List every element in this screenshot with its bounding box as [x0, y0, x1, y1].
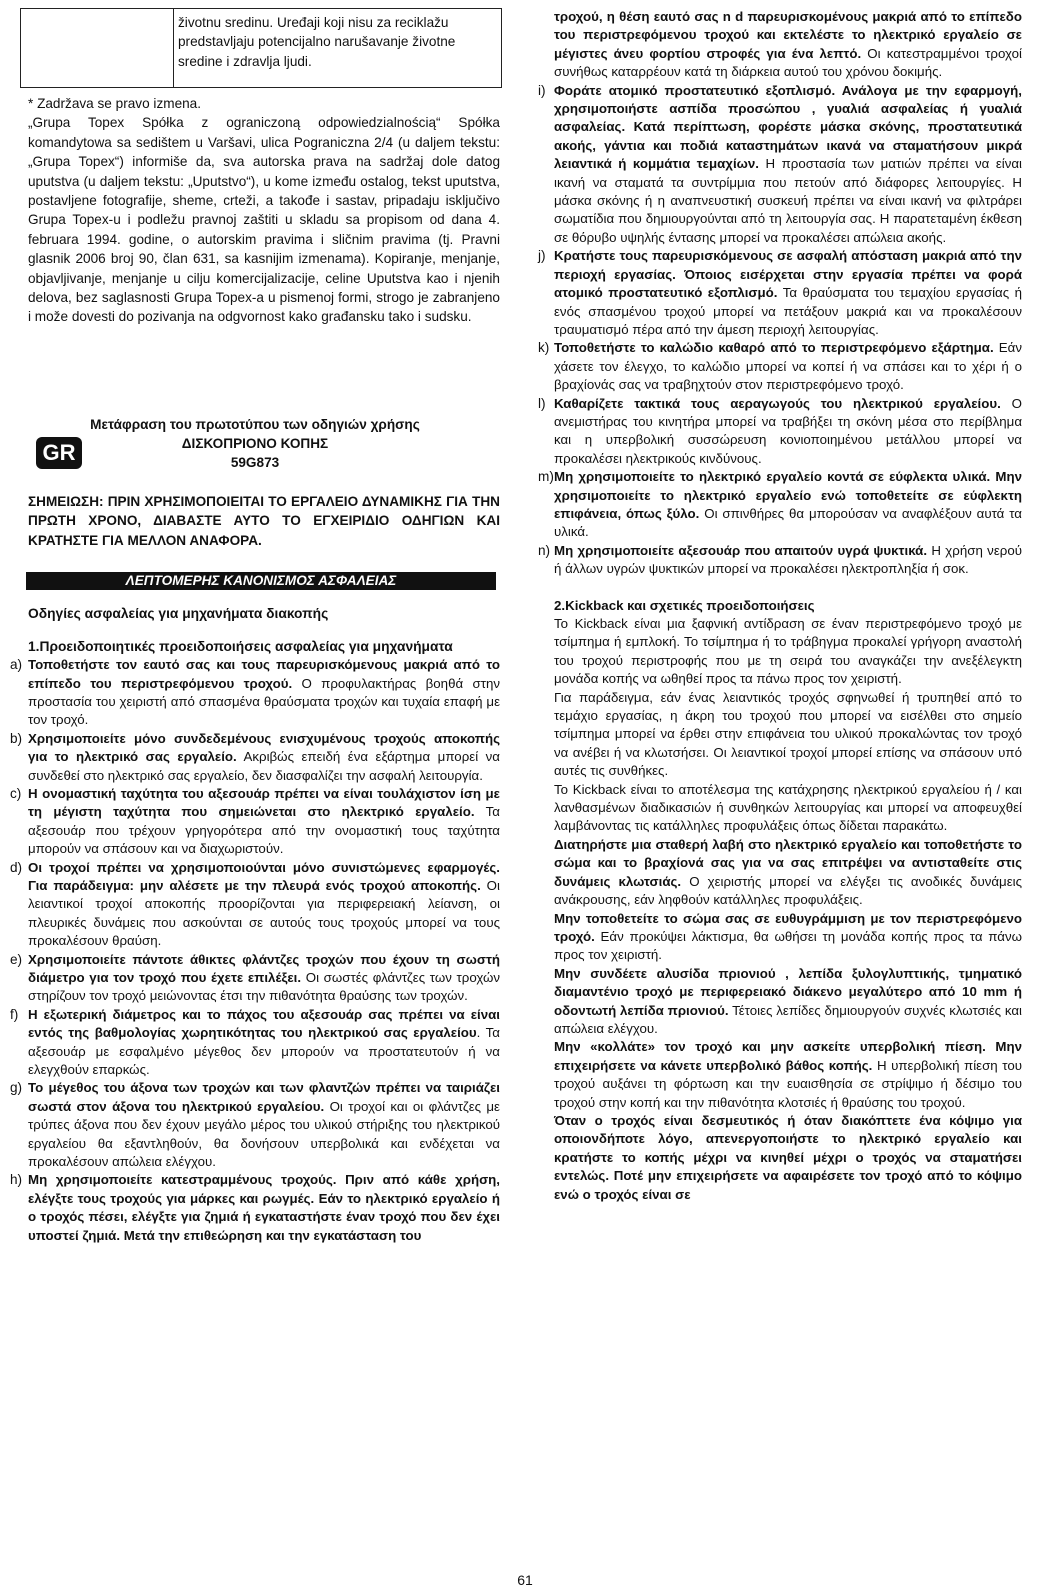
kickback-p6-text: Τέτοιες λεπίδες δημιουργούν συχνές κλωτσιές και απώλεια ελέγχου. [554, 1002, 1022, 1036]
item-label: g) [10, 1080, 23, 1096]
kickback-p6 [538, 965, 1022, 1039]
item-text: Η χρήση νερού ή άλλων υγρών ψυκτικών μπορεί να προκαλέσει ηλεκτροπληξία ή σοκ. [554, 542, 1022, 577]
safety-item [10, 1171, 500, 1245]
left-item-list [10, 656, 500, 1245]
product-name: ΔΙΣΚΟΠΡΙΟΝΟ ΚΟΠΗΣ [181, 435, 329, 451]
copyright-paragraph: „Grupa Topex Spółka z ograniczoną odpowiedzialnością“ Spółka komandytowa sa sedištem u Varšavi, ulica Pograniczna 2/4 (u daljem tekstu: „Grupa Topex“) informiše da, sva autorska prava na sadržaj dole datog uputstva (u daljem tekstu: „Uputstvo“), u kome između ostalog, tekst uputstva, postavljene fotografije, sheme, crteži, a takođe i sastav, pripadaju isključivo Grupa Topex-u i podležu pravnoj zaštiti u skladu sa propisom od dana 4. februara 1994. godine, o autorskim pravima i sličnim pravima (tj. Pravni glasnik 2006 broj 90, član 631, sa kasnijim izmenama). Kopiranje, menjanje, objavljivanje, menjanje u cilju komercijalizacije, celine Uputstva kao i njenih delova, bez saglasnosti Grupa Topex-a u pismenoj formi, strogo je zabranjeno i može dovesti do pozivanja na odgvornost kako građansku tako i sudsku. [28, 115, 500, 325]
continued-text: Οι κατεστραμμένοι τροχοί συνήθως καταρρέουν κατά τη διάρκεια αυτού του χρόνου δοκιμής. [554, 45, 1022, 80]
item-label: n) [538, 542, 551, 558]
item-bold-text: Τοποθετήστε το καλώδιο καθαρό από το περιστρεφόμενο εξάρτημα. [554, 340, 994, 356]
safety-item [10, 1079, 500, 1171]
safety-item [10, 1006, 500, 1080]
item-label: h) [10, 1172, 23, 1188]
safety-item [10, 730, 500, 785]
item-label: j) [538, 248, 546, 264]
item-bold-text: Μη χρησιμοποιείτε το ηλεκτρικό εργαλείο κοντά σε εύφλεκτα υλικά. Μην χρησιμοποιείτε το ηλεκτρικό εργαλείο ενώ τοποθετείτε σε εύφλεκτη επιφάνεια, όπως ξύλο. [554, 469, 1022, 521]
section2-title: 2.Kickback και σχετικές προειδοποιήσεις [554, 597, 815, 613]
item-label: k) [538, 340, 550, 356]
item-text: Ακριβώς επειδή ένα εξάρτημα μπορεί να συνδεθεί στο ηλεκτρικό σας εργαλείο, δεν διασφαλίζει την ασφαλή λειτουργία. [28, 749, 500, 783]
item-label: i) [538, 82, 546, 98]
item-text: Εάν χάσετε τον έλεγχο, το καλώδιο μπορεί να κοπεί ή να σπάσει και το χέρι ή ο βραχίονάς σας να τραβηχτούν στον περιστρεφόμενο τροχό. [554, 340, 1023, 393]
kickback-p2: Για παράδειγμα, εάν ένας λειαντικός τροχός σφηνωθεί ή τρυπηθεί από το τεμάχιο εργασίας, η άκρη του τροχού που μπορεί να εισέλθει στο σημείο τσίμπημα μπορεί να έρθει στην επιφάνεια του υλικού προκαλώντας τον τροχό να ανέβει ή να κλωτσήσει. Οι λειαντικοί τροχοί μπορεί επίσης να σπάσουν υπό αυτές τις συνθήκες. [554, 689, 1022, 779]
item-bold-text: Το μέγεθος του άξονα των τροχών και των φλαντζών πρέπει να ταιριάζει σωστά στον άξονα του ηλεκτρικού εργαλείου. [28, 1080, 500, 1114]
item-bold-text: Η ονομαστική ταχύτητα του αξεσουάρ πρέπει να είναι τουλάχιστον ίση με τη μέγιστη ταχύτητα που σημειώνεται στο ηλεκτρικό εργαλείο. [28, 785, 500, 820]
safety-item [538, 468, 1022, 542]
item-text: Η προστασία των ματιών πρέπει να είναι ικανή να σταματά τα συντρίμμια που πετούν από διάφορες λειτουργίες. Η μάσκα σκόνης ή η αναπνευστική συσκευή πρέπει να είναι ικανή να φιλτράρει σωματίδια που δημιουργούνται από τη λειτουργία σας. Η παρατεταμένη έκθεση σε θόρυβο υψηλής έντασης μπορεί να προκαλέσει απώλεια ακοής. [554, 156, 1022, 245]
item-label: a) [10, 657, 23, 673]
right-column [538, 8, 1022, 1204]
kickback-p8: Όταν ο τροχός είναι δεσμευτικός ή όταν διακόπτετε ένα κόψιμο για οποιονδήποτε λόγο, απενεργοποιήστε το ηλεκτρικό εργαλείο και κρατήστε το κοπής μέχρι να κινηθεί μέχρι ο τροχός να σταματήσει εντελώς. Ποτέ μην επιχειρήσετε να αφαιρέσετε τον τροχό από το κόψιμο ενώ ο τροχός είναι σε [554, 1112, 1022, 1202]
item-text: Οι σωστές φλάντζες των τροχών στηρίζουν τον τροχό μειώνοντας έτσι την πιθανότητα θραύσης των τροχών. [28, 970, 501, 1004]
kickback-p7 [538, 1038, 1022, 1112]
item-bold-text: Οι τροχοί πρέπει να χρησιμοποιούνται μόνο συνιστώμενες εφαρμογές. Για παράδειγμα: μην αλέσετε με την πλευρά ενός τροχού αποκοπής. [28, 859, 500, 893]
model-number: 59G873 [230, 454, 280, 470]
safety-banner: ΛΕΠΤΟΜΕΡΗΣ ΚΑΝΟΝΙΣΜΟΣ ΑΣΦΑΛΕΙΑΣ [26, 572, 496, 590]
item-text: Οι λειαντικοί τροχοί αποκοπής προορίζονται για περιφερειακή λείανση, οι πλευρικές δυνάμεις που ασκούνται σε αυτούς τους τροχούς μπορεί να τους προκαλέσουν θραύση. [28, 877, 500, 949]
recycling-table-fragment [20, 8, 502, 88]
item-text: Ο προφυλακτήρας βοηθά στην προστασία του χειριστή από σπασμένα θραύσματα τροχών και τυχαία επαφή με τον τροχό. [28, 675, 500, 728]
item-bold-text: Η εξωτερική διάμετρος και το πάχος του αξεσουάρ σας πρέπει να είναι εντός της βαθμολογίας χωρητικότητας του ηλεκτρικού σας εργαλείου [28, 1006, 500, 1041]
item-text: Οι σπινθήρες θα μπορούσαν να αναφλέξουν αυτά τα υλικά. [554, 505, 1022, 540]
item-bold-text: Καθαρίζετε τακτικά τους αεραγωγούς του ηλεκτρικού εργαλείου. [554, 395, 1001, 411]
section1-title: 1.Προειδοποιητικές προειδοποιήσεις ασφαλείας για μηχανήματα [28, 639, 453, 655]
item-label: d) [10, 859, 23, 875]
safety-item [538, 395, 1022, 469]
item-text: . Τα αξεσουάρ με εσφαλμένο μέγεθος δεν μπορούν να προστατευτούν ή να ελεγχθούν επαρκώς. [28, 1025, 500, 1078]
safety-item [538, 339, 1022, 394]
item-bold-text: Χρησιμοποιείτε μόνο συνδεδεμένους ενισχυμένους τροχούς αποκοπής για το ηλεκτρικό σας εργαλείο. [28, 730, 500, 765]
safety-item [538, 82, 1022, 248]
item-label: e) [10, 951, 23, 967]
item-text: Ο ανεμιστήρας του κινητήρα μπορεί να τραβήξει τη σκόνη μέσα στο περίβλημα και η υπερβολική συσσώρευση κονιοποιημένου μετάλλου μπορεί να προκαλέσει ηλεκτρικούς κινδύνους. [554, 395, 1022, 466]
kickback-p3: Το Kickback είναι το αποτέλεσμα της κατάχρησης ηλεκτρικού εργαλείου ή / και λανθασμένων διαδικασιών ή συνθηκών λειτουργίας και μπορεί να αποφευχθεί λαμβάνοντας τις κατάλληλες προφυλάξεις όπως δίδεται παρακάτω. [554, 781, 1022, 834]
kickback-p4 [538, 836, 1022, 910]
safety-item [10, 656, 500, 730]
kickback-p1: Το Kickback είναι μια ξαφνική αντίδραση σε έναν περιστρεφόμενο τροχό με τσίμπημα ή εμπλοκή. Το τσίμπημα ή το τράβηγμα προκαλεί γρήγορη αναστολή του τροχού περιστροφής που με τη σειρά του αναγκάζει την ανεξέλεγκτη μονάδα κοπής να ωθηθεί προς τα πάνω προς τον χειριστή. [554, 616, 1022, 687]
item-bold-text: Μη χρησιμοποιείτε αξεσουάρ που απαιτούν υγρά ψυκτικά. [554, 542, 928, 558]
item-label: c) [10, 785, 22, 801]
safety-item [10, 785, 500, 859]
item-bold-text: Τοποθετήστε τον εαυτό σας και τους παρευρισκόμενους μακριά από το επίπεδο του περιστρεφόμενου τροχού. [28, 657, 500, 691]
translation-title: Μετάφραση του πρωτοτύπου των οδηγιών χρήσης [90, 416, 420, 432]
item-bold-text: Φοράτε ατομικό προστατευτικό εξοπλισμό. Ανάλογα με την εφαρμογή, χρησιμοποιήστε ασπίδα προσώπου , γυαλιά ασφαλείας ή γυαλιά ασφαλείας. Κατά περίπτωση, φορέστε μάσκα σκόνης, προστατευτικά ακοής, γάντια και ποδιά καταστημάτων ικανά να σταματήσουν μικρά λειαντικά ή κομμάτια τεμαχίων. [554, 82, 1022, 172]
kickback-p5-bold: Μην τοποθετείτε το σώμα σας σε ευθυγράμμιση με τον περιστρεφόμενο τροχό. [554, 910, 1022, 944]
safety-item [10, 951, 500, 1006]
kickback-p4-text: Ο χειριστής μπορεί να ελέγξει τις ανοδικές δυνάμεις ανάκρουσης, εάν ληφθούν κατάλληλες προφυλάξεις. [554, 873, 1022, 908]
safety-subheading: Οδηγίες ασφαλείας για μηχανήματα διακοπής [28, 606, 329, 622]
kickback-p6-bold: Μην συνδέετε αλυσίδα πριονιού , λεπίδα ξυλογλυπτικής, τμηματικό διαμαντένιο τροχό με περιφερειακό διάκενο μεγαλύτερο από 10 mm ή οδοντωτή λεπίδα πριονιού. [554, 965, 1022, 1018]
continued-bold: τροχού, η θέση εαυτό σας n d παρευρισκομένους μακριά από το επίπεδο του περιστρεφόμενου τροχού και εκτελέστε το ηλεκτρικό εργαλείο σε μέγιστες άνευ φορτίου στροφές για ένα λεπτό. [554, 9, 1022, 61]
item-label: m) [538, 469, 554, 485]
item-label: b) [10, 730, 23, 746]
kickback-p7-bold: Μην «κολλάτε» τον τροχό και μην ασκείτε υπερβολική πίεση. Μην επιχειρήσετε να κάνετε υπερβολικό βάθος κοπής. [554, 1039, 1022, 1073]
first-use-note: ΣΗΜΕΙΩΣΗ: ΠΡΙΝ ΧΡΗΣΙΜΟΠΟΙΕΙΤΑΙ ΤΟ ΕΡΓΑΛΕΙΟ ΔΥΝΑΜΙΚΗΣ ΓΙΑ ΤΗΝ ΠΡΩΤΗ ΧΡΟΝΟ, ΔΙΑΒΑΣΤΕ ΑΥΤΟ ΤΟ ΕΓΧΕΙΡΙΔΙΟ ΟΔΗΓΙΩΝ ΚΑΙ ΚΡΑΤΗΣΤΕ ΓΙΑ ΜΕΛΛΟΝ ΑΝΑΦΟΡΑ. [28, 493, 500, 548]
safety-item [538, 542, 1022, 579]
item-text: Τα θραύσματα του τεμαχίου εργασίας ή ενός σπασμένου τροχού μπορεί να πετάξουν μακριά και να προκαλέσουν τραυματισμό πέρα από την άμεση περιοχή λειτουργίας. [554, 285, 1022, 337]
item-label: l) [538, 395, 546, 411]
kickback-p4-bold: Διατηρήστε μια σταθερή λαβή στο ηλεκτρικό εργαλείο και τοποθετήστε το σώμα και το βραχίονά σας για να σας επιτρέψει να αντισταθείτε στις δυνάμεις κλωτσιάς. [554, 836, 1022, 889]
item-label: f) [10, 1006, 19, 1022]
language-badge: GR [36, 437, 82, 469]
item-text: Οι τροχοί και οι φλάντζες με τρύπες άξονα που δεν έχουν μεγάλο μέρος του υλικού στήριξης του ηλεκτρικού εργαλείου θα εξαντληθούν, θα δονήσουν υπερβολικά και ενδέχεται να προκαλέσουν απώλεια ελέγχου. [28, 1098, 500, 1170]
table-empty-cell [21, 9, 174, 87]
right-item-list [538, 82, 1022, 579]
left-column [10, 8, 500, 1245]
item-bold-text: Μη χρησιμοποιείτε κατεστραμμένους τροχούς. Πριν από κάθε χρήση, ελέγξτε τους τροχούς για μάρκες και ρωγμές. Εάν το ηλεκτρικό εργαλείο ή ο τροχός πέσει, ελέγξτε για ζημιά ή εγκαταστήστε έναν τροχό που δεν έχει υποστεί ζημιά. Μετά την επιθεώρηση και την εγκατάσταση του [28, 1172, 500, 1243]
item-bold-text: Χρησιμοποιείτε πάντοτε άθικτες φλάντζες τροχών που έχουν τη σωστή διάμετρο για τον τροχό που έχετε επιλέξει. [28, 951, 500, 985]
table-text-cell: životnu sredinu. Uređaji koji nisu za reciklažu predstavljaju potencijalno narušavanje životne sredine i zdravlja ljudi. [178, 15, 456, 69]
continued-paragraph [538, 8, 1022, 82]
greek-title-block [10, 415, 500, 472]
kickback-p7-text: Η υπερβολική πίεση του τροχού αυξάνει τη φόρτωση και την ευαισθησία σε στρίψιμο ή δέσιμο του τροχού στην κοπή και την πιθανότητα κλοτσιές ή θραύσης του τροχού. [554, 1057, 1022, 1110]
item-bold-text: Κρατήστε τους παρευρισκόμενους σε ασφαλή απόσταση μακριά από την περιοχή εργασίας. Όποιος εισέρχεται στην εργασία πρέπει να φορά ατομικό προστατευτικό εξοπλισμό. [554, 248, 1022, 301]
safety-item [10, 859, 500, 951]
safety-item [538, 247, 1022, 339]
kickback-p5 [538, 910, 1022, 965]
page-number: 61 [517, 1572, 533, 1588]
reserved-note: * Zadržava se pravo izmena. [28, 96, 202, 111]
item-text: Τα αξεσουάρ που τρέχουν γρηγορότερα από την ονομαστική τους ταχύτητα μπορούν να σπάσουν και να διαχωριστούν. [28, 804, 500, 857]
kickback-p5-text: Εάν προκύψει λάκτισμα, θα ωθήσει τη μονάδα κοπής προς τα πάνω προς τον χειριστή. [554, 928, 1022, 963]
